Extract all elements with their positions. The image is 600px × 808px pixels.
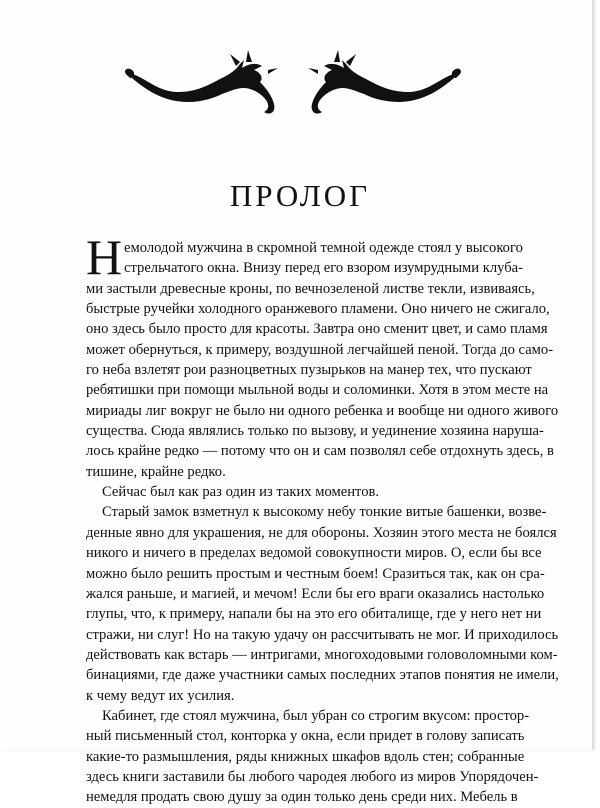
- text-line: можно было решить простым и честным боем! Сразиться так, как он сра-: [86, 565, 545, 582]
- text-line: Кабинет, где стоял мужчина, был убран со строгим вкусом: простор-: [102, 707, 530, 724]
- text-line: может обернуться, к примеру, воздушной легчайшей пеной. Тогда до само-: [86, 341, 554, 358]
- text-line: бинациями, где даже участники самых последних этапов понятия не имели,: [86, 667, 559, 684]
- text-line: немедля продать свою душу за один только день среди них. Мебель в: [86, 789, 518, 806]
- text-line: жался раньше, и магией, и мечом! Если бы его враги оказались настолько: [86, 585, 545, 602]
- text-line: оно здесь было просто для красоты. Завтра оно сменит цвет, и само пламя: [86, 321, 548, 338]
- text-line: действовать как встарь — интригами, многоходовыми головоломными ком-: [86, 646, 558, 663]
- text-line: ребятишки при помощи мыльной воды и соломинки. Хотя в этом месте на: [86, 382, 549, 399]
- text-line: здесь книги заставили бы любого чародея любого из миров Упорядочен-: [86, 768, 539, 785]
- body-text: [86, 238, 559, 808]
- text-line: никого и ничего в пределах ведомой совокупности миров. О, если бы все: [86, 545, 542, 562]
- text-line: стрельчатого окна. Внизу перед его взором изумрудными клуба-: [124, 260, 523, 277]
- text-line: тишине, крайне редко.: [86, 463, 226, 480]
- text-line: Старый замок взметнул к высокому небу тонкие витые башенки, возве-: [102, 504, 547, 521]
- chapter-title: ПРОЛОГ: [229, 178, 371, 213]
- text-line: стражи, ни слуг! Но на такую удачу он рассчитывать не мог. И приходилось: [86, 626, 559, 643]
- text-line: го неба взлетят рои разноцветных пузырьков на манер тех, что пускают: [86, 362, 532, 379]
- text-line: денные явно для украшения, не для обороны. Хозяин этого места не боялся: [86, 524, 557, 541]
- text-line: емолодой мужчина в скромной темной одежде стоял у высокого: [124, 240, 523, 256]
- text-line: Сейчас был как раз один из таких моментов.: [102, 484, 380, 501]
- text-line: какие-то размышления, ряды книжных шкафов вдоль стен; собранные: [86, 748, 525, 765]
- text-line: ный письменный стол, конторка у окна, если придет в голову записать: [86, 728, 525, 745]
- text-line: глупы, что, к примеру, напали бы на это его обиталище, где у него нет ни: [86, 606, 542, 623]
- text-line: лось крайне редко — потому что он и сам позволял себе отдохнуть здесь, в: [86, 443, 554, 460]
- text-line: существа. Сюда являлись только по вызову, и уединение хозяина наруша-: [86, 423, 544, 440]
- dragons-ornament-icon: [118, 48, 468, 118]
- text-line: мириады лиг вокруг не было ни одного ребенка и вообще ни одного живого: [86, 402, 559, 419]
- text-line: быстрые ручейки холодного оранжевого пламени. Оно ничего не сжигало,: [86, 301, 550, 318]
- left-dragon-icon: [125, 50, 278, 114]
- text-line: к чему ведут их усилия.: [86, 687, 235, 704]
- text-line: ми застыли древесные кроны, по вечнозеленой листве текли, извиваясь,: [86, 280, 535, 297]
- drop-cap: Н: [86, 229, 123, 285]
- right-dragon-icon: [308, 50, 461, 114]
